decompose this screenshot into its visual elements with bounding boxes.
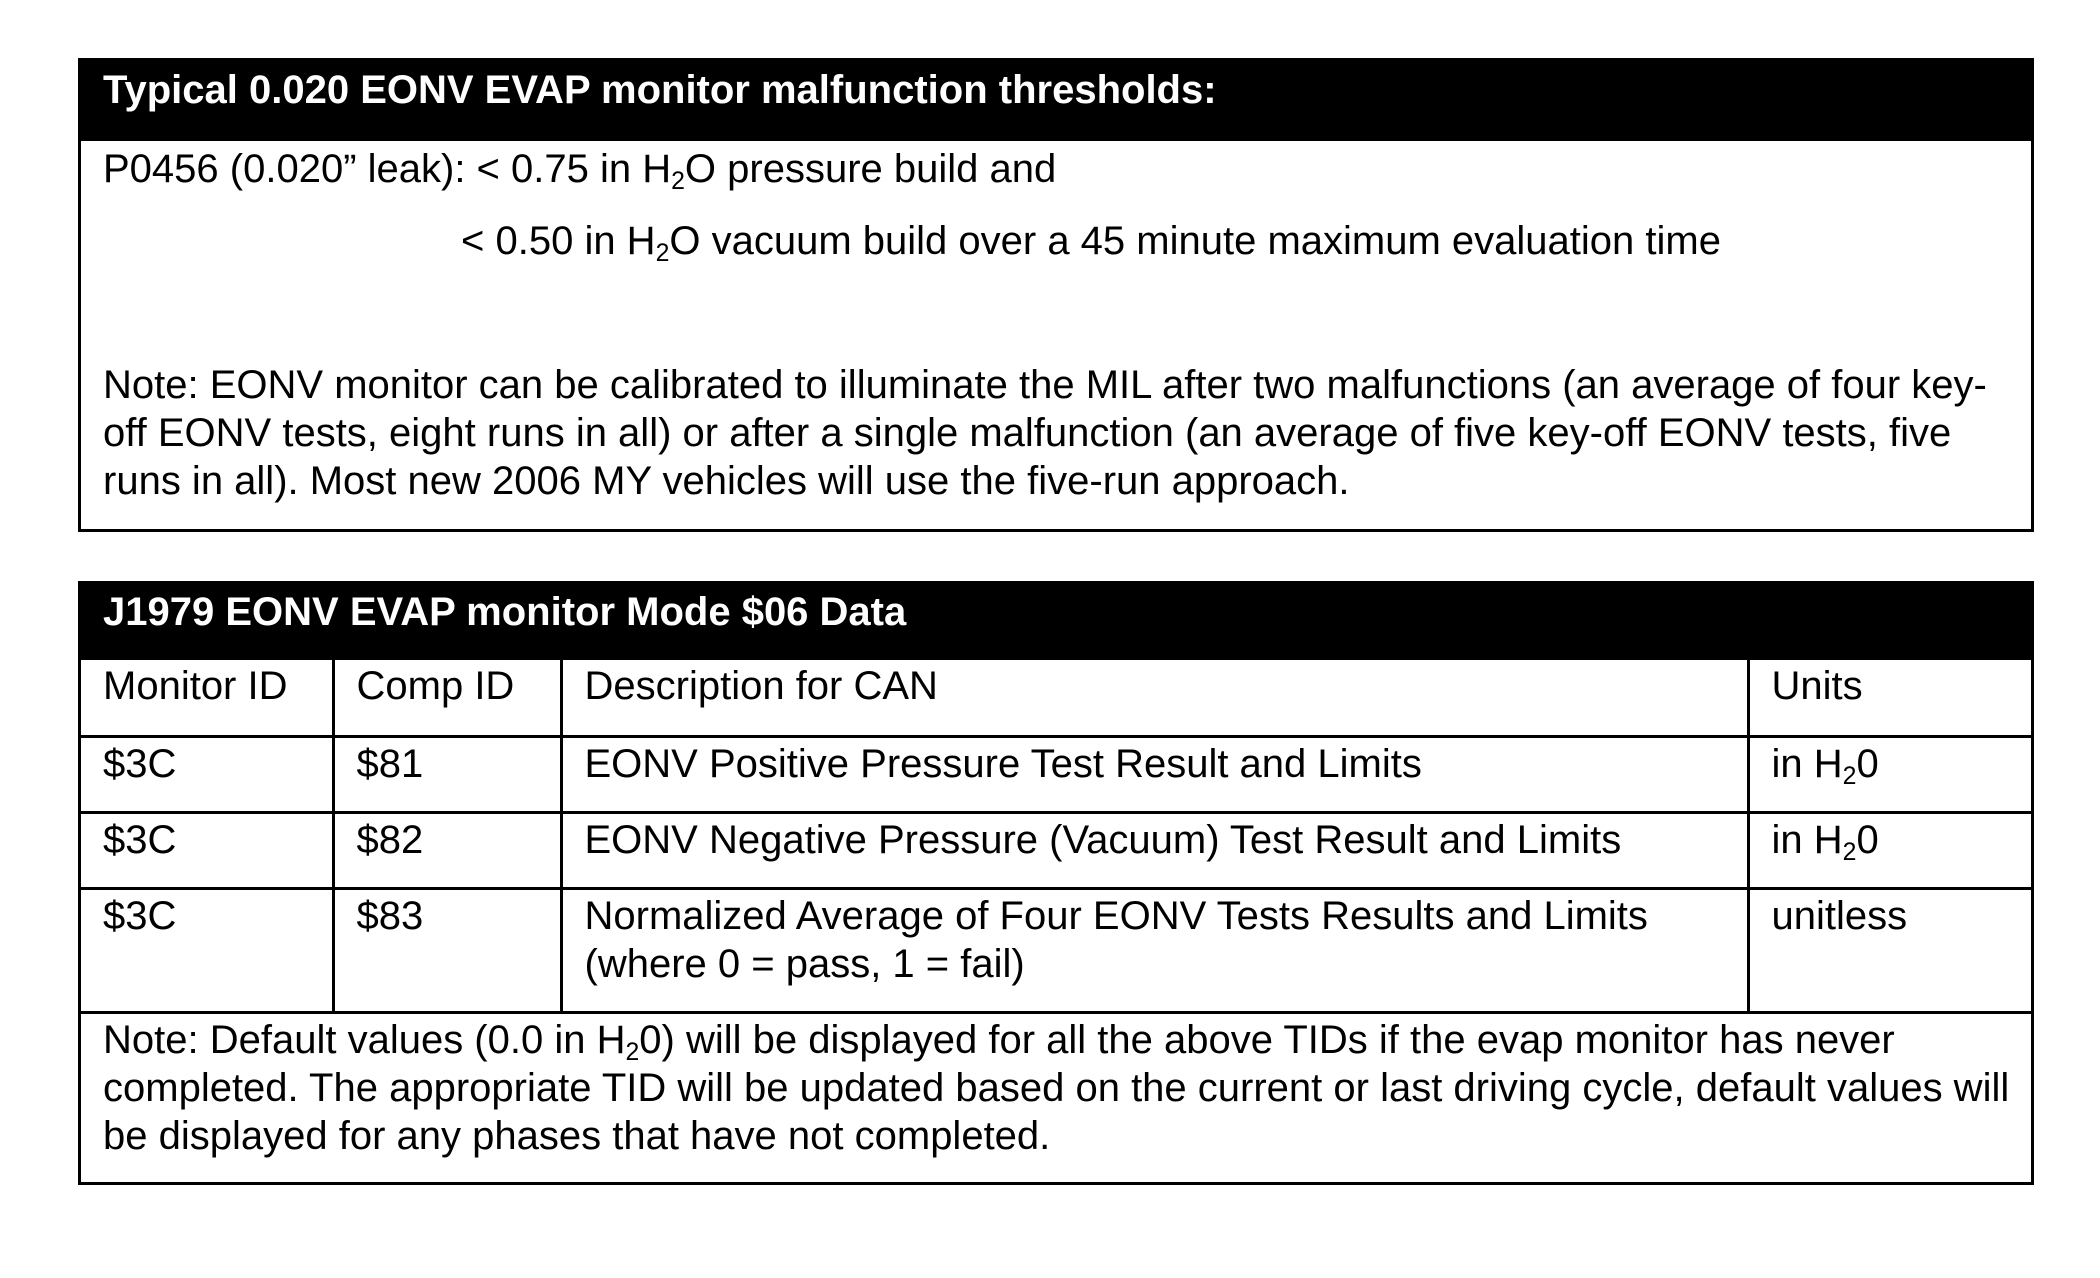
h2o-subscript: 2: [625, 1038, 640, 1066]
vacuum-text-pre: < 0.50 in H: [461, 219, 656, 263]
p0456-text-post: O pressure build and: [684, 147, 1057, 191]
note-text-post: 0) will be displayed for all the above TIDs if the evap monitor has never completed. The appropriate TID will be updated based on the current or last driving cycle, default values will be displayed for any phases that have not completed.: [103, 1018, 2010, 1158]
description-cell: [561, 888, 1748, 1012]
default-values-note: [103, 1016, 2023, 1160]
comp-id-cell: $82: [333, 812, 561, 888]
description-line-2: (where 0 = pass, 1 = fail): [584, 941, 1025, 986]
comp-id-cell: $81: [333, 736, 561, 812]
description-line-1: Normalized Average of Four EONV Tests Results and Limits: [584, 893, 1648, 938]
p0456-text-pre: P0456 (0.020” leak): < 0.75 in H: [103, 147, 672, 191]
units-cell: [1748, 812, 2031, 888]
monitor-id-cell: $3C: [81, 812, 333, 888]
units-text-post: 0: [1856, 741, 1879, 786]
vacuum-text-post: O vacuum build over a 45 minute maximum evaluation time: [669, 219, 1721, 263]
units-subscript: 2: [1842, 762, 1857, 790]
description-cell: EONV Negative Pressure (Vacuum) Test Result and Limits: [561, 812, 1748, 888]
table-row: [81, 736, 2031, 812]
column-header-monitor-id: Monitor ID: [81, 660, 333, 736]
h2o-subscript: 2: [671, 167, 685, 195]
units-text-pre: in H: [1771, 741, 1843, 786]
table-header-row: [81, 660, 2031, 736]
vacuum-threshold-line: [461, 217, 1721, 265]
p0456-threshold-line: [103, 145, 1056, 193]
units-text-pre: in H: [1771, 817, 1843, 862]
column-header-description: Description for CAN: [561, 660, 1748, 736]
note-text-pre: Note: Default values (0.0 in H: [103, 1018, 626, 1062]
units-text-post: 0: [1856, 817, 1879, 862]
comp-id-cell: $83: [333, 888, 561, 1012]
column-header-units: Units: [1748, 660, 2031, 736]
units-cell: [1748, 736, 2031, 812]
monitor-id-cell: $3C: [81, 736, 333, 812]
column-header-comp-id: Comp ID: [333, 660, 561, 736]
mode06-table: [81, 660, 2031, 1014]
thresholds-header: Typical 0.020 EONV EVAP monitor malfunction thresholds:: [81, 61, 2031, 141]
mode06-header: J1979 EONV EVAP monitor Mode $06 Data: [81, 584, 2031, 660]
table-row: [81, 812, 2031, 888]
description-cell: EONV Positive Pressure Test Result and Limits: [561, 736, 1748, 812]
malfunction-thresholds-box: [78, 58, 2034, 532]
units-subscript: 2: [1842, 838, 1857, 866]
mode06-data-box: [78, 581, 2034, 1185]
mil-calibration-note: Note: EONV monitor can be calibrated to illuminate the MIL after two malfunctions (an average of four key-off EONV tests, eight runs in all) or after a single malfunction (an average of five key-off EONV tests, five runs in all). Most new 2006 MY vehicles will use the five-run approach.: [103, 363, 1987, 503]
h2o-subscript: 2: [655, 239, 670, 267]
monitor-id-cell: $3C: [81, 888, 333, 1012]
units-cell: unitless: [1748, 888, 2031, 1012]
table-row: [81, 888, 2031, 1012]
